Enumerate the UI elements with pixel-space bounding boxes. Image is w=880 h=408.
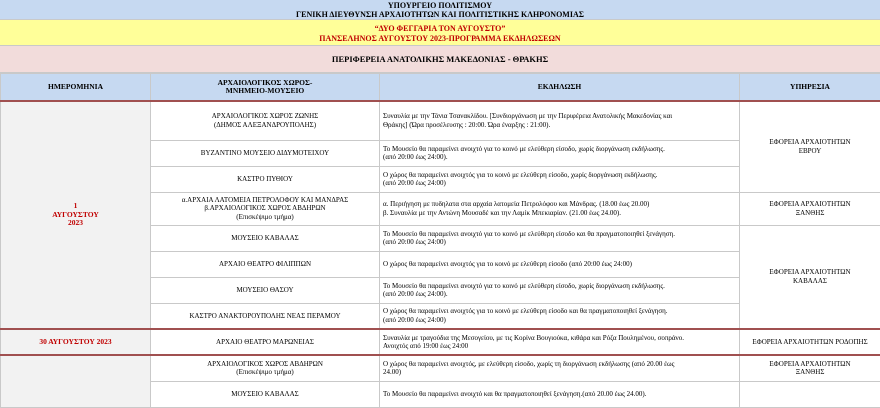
service-cell-kavala xyxy=(740,225,880,329)
event-cell xyxy=(380,140,740,166)
event-cell xyxy=(380,329,740,355)
program-table xyxy=(0,73,880,408)
site-cell xyxy=(151,101,380,140)
event-cell xyxy=(380,381,740,407)
service-cell-rodopi: ΕΦΟΡΕΙΑ ΑΡΧΑΙΟΤΗΤΩΝ ΡΟΔΟΠΗΣ xyxy=(740,329,880,355)
site-cell xyxy=(151,303,380,329)
event-text: Συναυλία με την Τάνια Τσανακλίδου. [Συνδιοργάνωση με την Περιφέρεια Ανατολικής Μακεδονίας και xyxy=(383,112,736,121)
service-name: ΕΦΟΡΕΙΑ ΑΡΧΑΙΟΤΗΤΩΝ xyxy=(743,200,877,209)
service-name: ΕΦΟΡΕΙΑ ΑΡΧΑΙΟΤΗΤΩΝ xyxy=(743,268,877,277)
site-name: ΑΡΧΑΙΟ ΘΕΑΤΡΟ ΜΑΡΩΝΕΙΑΣ xyxy=(154,338,376,347)
site-cell xyxy=(151,251,380,277)
service-cell-xanthi-2 xyxy=(740,355,880,381)
site-cell xyxy=(151,329,380,355)
site-name: ΚΑΣΤΡΟ ΑΝΑΚΤΟΡΟΥΠΟΛΗΣ ΝΕΑΣ ΠΕΡΑΜΟΥ xyxy=(154,312,376,321)
service-region: ΞΑΝΘΗΣ xyxy=(743,368,877,377)
event-text: (από 20:00 έως 24:00). xyxy=(383,153,736,162)
event-text: (από 20:00 έως 24:00) xyxy=(383,238,736,247)
column-header-event: ΕΚΔΗΛΩΣΗ xyxy=(380,74,740,102)
event-text: α. Περιήγηση με πυδηλατα στα αρχαία λατομεία Πετρολόφου και Μάνδρας. (18.00 έως 20.00) xyxy=(383,200,736,209)
service-cell-evros xyxy=(740,101,880,192)
date-cell-aug-30: 30 ΑΥΓΟΥΣΤΟΥ 2023 xyxy=(1,329,151,355)
site-name: ΜΟΥΣΕΙΟ ΘΑΣΟΥ xyxy=(154,286,376,295)
event-text: Ο χώρος θα παραμείνει ανοιχτός για το κοινό με ελεύθερη είσοδο, χωρίς διοργάνωση εκδήλωσης. xyxy=(383,171,736,180)
table-row xyxy=(1,101,880,140)
site-note: (Επισκέψιμο τμήμα) xyxy=(154,368,376,377)
site-note: (Επισκέψιμο τμήμα) xyxy=(154,213,376,222)
site-name: ΜΟΥΣΕΙΟ ΚΑΒΑΛΑΣ xyxy=(154,234,376,243)
site-name: β.ΑΡΧΑΙΟΛΟΓΙΚΟΣ ΧΩΡΟΣ ΑΒΔΗΡΩΝ xyxy=(154,204,376,213)
service-cell-xanthi xyxy=(740,192,880,225)
service-name: ΕΦΟΡΕΙΑ ΑΡΧΑΙΟΤΗΤΩΝ xyxy=(743,138,877,147)
date-month: ΑΥΓΟΥΣΤΟΥ xyxy=(4,211,147,220)
event-title: “ΔΥΟ ΦΕΓΓΑΡΙΑ ΤΟΝ ΑΥΓΟΥΣΤΟ” xyxy=(0,24,880,34)
event-cell xyxy=(380,225,740,251)
event-text: β. Συναυλία με την Αντώνη Μουσαδέ και την Λαμίκ Μπεκιαρίαν. (21.00 έως 24.00). xyxy=(383,209,736,218)
site-cell xyxy=(151,140,380,166)
service-region: ΚΑΒΑΛΑΣ xyxy=(743,277,877,286)
event-cell xyxy=(380,355,740,381)
column-header-site xyxy=(151,74,380,102)
event-cell xyxy=(380,192,740,225)
table-row xyxy=(1,355,880,381)
service-name: ΕΦΟΡΕΙΑ ΑΡΧΑΙΟΤΗΤΩΝ xyxy=(743,360,877,369)
service-region: ΞΑΝΘΗΣ xyxy=(743,209,877,218)
event-text: (από 20:00 έως 24:00). xyxy=(383,290,736,299)
date-cell-empty xyxy=(1,355,151,407)
site-cell xyxy=(151,277,380,303)
table-row xyxy=(1,329,880,355)
directorate-title: ΓΕΝΙΚΗ ΔΙΕΥΘΥΝΣΗ ΑΡΧΑΙΟΤΗΤΩΝ ΚΑΙ ΠΟΛΙΤΙΣΤΙΚΗΣ ΚΛΗΡΟΝΟΜΙΑΣ xyxy=(0,10,880,19)
event-text: Συναυλία με τραγούδια της Μεσογείου, με τις Κορίνα Βουγιούκα, κιθάρα και Ρόζα Πουλημένου, σοπράνο. xyxy=(383,334,736,343)
event-text: Ανοιχτός από 19:00 έως 24:00 xyxy=(383,342,736,351)
site-name: ΚΑΣΤΡΟ ΠΥΘΙΟΥ xyxy=(154,175,376,184)
ministry-title: ΥΠΟΥΡΓΕΙΟ ΠΟΛΙΤΙΣΜΟΥ xyxy=(0,1,880,10)
site-name: ΑΡΧΑΙΟΛΟΓΙΚΟΣ ΧΩΡΟΣ ΑΒΔΗΡΩΝ xyxy=(154,360,376,369)
site-name: ΑΡΧΑΙΟΛΟΓΙΚΟΣ ΧΩΡΟΣ ΖΩΝΗΣ xyxy=(154,112,376,121)
event-text: (από 20:00 έως 24:00) xyxy=(383,179,736,188)
site-cell xyxy=(151,192,380,225)
site-name: α.ΑΡΧΑΙΑ ΛΑΤΟΜΕΙΑ ΠΕΤΡΟΛΟΦΟΥ ΚΑΙ ΜΑΝΔΡΑΣ xyxy=(154,196,376,205)
event-cell xyxy=(380,166,740,192)
site-cell xyxy=(151,355,380,381)
event-text: 24.00) xyxy=(383,368,736,377)
event-text: Το Μουσείο θα παραμείνει ανοιχτό και θα πραγματοποιηθεί ξενάγηση.(από 20.00 έως 24.00). xyxy=(383,390,736,399)
event-text: Ο χώρος θα παραμείνει ανοιχτός, με ελεύθερη είσοδο, χωρίς τη διοργάνωση εκδήλωσης (από 20.00 έως xyxy=(383,360,736,369)
service-cell-empty xyxy=(740,381,880,407)
service-region: ΕΒΡΟΥ xyxy=(743,147,877,156)
region-header: ΠΕΡΙΦΕΡΕΙΑ ΑΝΑΤΟΛΙΚΗΣ ΜΑΚΕΔΟΝΙΑΣ - ΘΡΑΚΗΣ xyxy=(0,46,880,73)
column-header-site-line2: ΜΝΗΜΕΙΟ-ΜΟΥΣΕΙΟ xyxy=(154,87,376,95)
event-text: Ο χώρος θα παραμείνει ανοιχτός για το κοινό με ελεύθερη είσοδο (από 20:00 έως 24:00) xyxy=(383,260,736,269)
event-text: Ο χώρος θα παραμείνει ανοιχτός για το κοινό με ελεύθερη είσοδο και θα πραγματοποιηθεί ξενάγηση. xyxy=(383,307,736,316)
column-header-site-line1: ΑΡΧΑΙΟΛΟΓΙΚΟΣ ΧΩΡΟΣ- xyxy=(154,79,376,87)
site-cell xyxy=(151,225,380,251)
site-note: (ΔΗΜΟΣ ΑΛΕΞΑΝΔΡΟΥΠΟΛΗΣ) xyxy=(154,121,376,130)
table-header-row xyxy=(1,74,880,102)
date-year: 2023 xyxy=(4,219,147,228)
event-text: Το Μουσείο θα παραμείνει ανοιχτό για το κοινό με ελεύθερη είσοδο, χωρίς διοργάνωση εκδήλωσης. xyxy=(383,282,736,291)
event-text: (από 20:00 έως 24:00) xyxy=(383,316,736,325)
event-cell xyxy=(380,303,740,329)
event-cell xyxy=(380,251,740,277)
site-name: ΑΡΧΑΙΟ ΘΕΑΤΡΟ ΦΙΛΙΠΠΩΝ xyxy=(154,260,376,269)
site-name: ΒΥΖΑΝΤΙΝΟ ΜΟΥΣΕΙΟ ΔΙΔΥΜΟΤΕΙΧΟΥ xyxy=(154,149,376,158)
site-cell xyxy=(151,166,380,192)
column-header-date: ΗΜΕΡΟΜΗΝΙΑ xyxy=(1,74,151,102)
event-cell xyxy=(380,277,740,303)
date-day: 1 xyxy=(4,202,147,211)
event-subtitle: ΠΑΝΣΕΛΗΝΟΣ ΑΥΓΟΥΣΤΟΥ 2023-ΠΡΟΓΡΑΜΜΑ ΕΚΔΗΛΩΣΕΩΝ xyxy=(0,34,880,44)
event-header xyxy=(0,20,880,46)
event-cell xyxy=(380,101,740,140)
ministry-header xyxy=(0,0,880,20)
column-header-service: ΥΠΗΡΕΣΙΑ xyxy=(740,74,880,102)
site-cell xyxy=(151,381,380,407)
site-name: ΜΟΥΣΕΙΟ ΚΑΒΑΛΑΣ xyxy=(154,390,376,399)
date-cell-aug-1 xyxy=(1,101,151,329)
event-text: Το Μουσείο θα παραμείνει ανοιχτό για το κοινό με ελεύθερη είσοδο, χωρίς διοργάνωση εκδήλωσης. xyxy=(383,145,736,154)
event-text: Το Μουσείο θα παραμείνει ανοιχτό για το κοινό με ελεύθερη είσοδο και θα πραγματοποιηθεί ξενάγηση. xyxy=(383,230,736,239)
event-text: Θράκης] (Ώρα προσέλευσης : 20:00. Ώρα έναρξης : 21:00). xyxy=(383,121,736,130)
